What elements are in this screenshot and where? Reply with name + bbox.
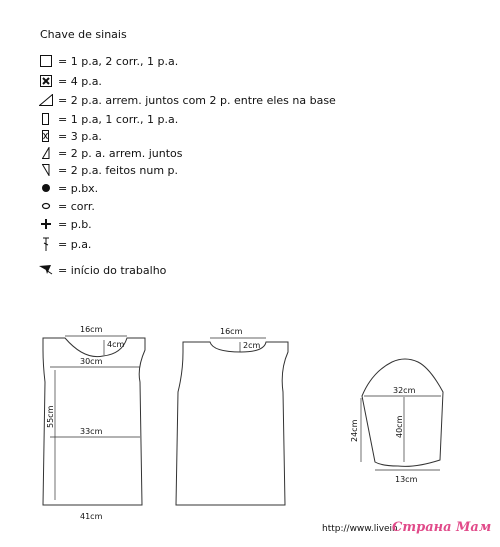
legend-item-text: = p.a. xyxy=(58,237,92,251)
sleeve-cap-width-label: 32cm xyxy=(393,386,416,395)
legend-item-text: = corr. xyxy=(58,199,95,213)
legend-item-text: = início do trabalho xyxy=(58,263,167,277)
legend-item-text: = p.b. xyxy=(58,217,92,231)
sleeve-panel xyxy=(362,359,443,466)
back-neck-depth-label: 2cm xyxy=(243,341,261,350)
front-chest-label: 30cm xyxy=(80,357,103,366)
back-outline xyxy=(176,342,288,505)
sleeve-outline xyxy=(362,359,443,466)
legend-item-text: = p.bx. xyxy=(58,181,99,195)
legend-item-text: = 1 p.a, 2 corr., 1 p.a. xyxy=(58,54,179,68)
legend-title: Chave de sinais xyxy=(40,28,127,41)
sleeve-length-label: 40cm xyxy=(395,415,404,438)
watermark-logo: Страна Мам xyxy=(392,520,492,535)
back-neck-width-label: 16cm xyxy=(220,327,243,336)
front-neck-width-label: 16cm xyxy=(80,325,103,334)
legend-item-text: = 3 p.a. xyxy=(58,129,102,143)
sleeve-cap-height-label: 24cm xyxy=(350,419,359,442)
front-hem-label: 41cm xyxy=(80,512,103,521)
front-waist-label: 33cm xyxy=(80,427,103,436)
legend-item-text: = 2 p. a. arrem. juntos xyxy=(58,146,183,160)
back-panel xyxy=(176,342,288,505)
legend-item-text: = 2 p.a. arrem. juntos com 2 p. entre eles na base xyxy=(58,93,336,107)
legend-item-text: = 2 p.a. feitos num p. xyxy=(58,163,179,177)
front-neck-depth-label: 4cm xyxy=(107,340,125,349)
footer-url: http://www.livein xyxy=(322,524,398,534)
sleeve-cuff-label: 13cm xyxy=(395,475,418,484)
legend-item-text: = 4 p.a. xyxy=(58,74,102,88)
legend-item-text: = 1 p.a, 1 corr., 1 p.a. xyxy=(58,112,179,126)
front-length-label: 55cm xyxy=(46,405,55,428)
